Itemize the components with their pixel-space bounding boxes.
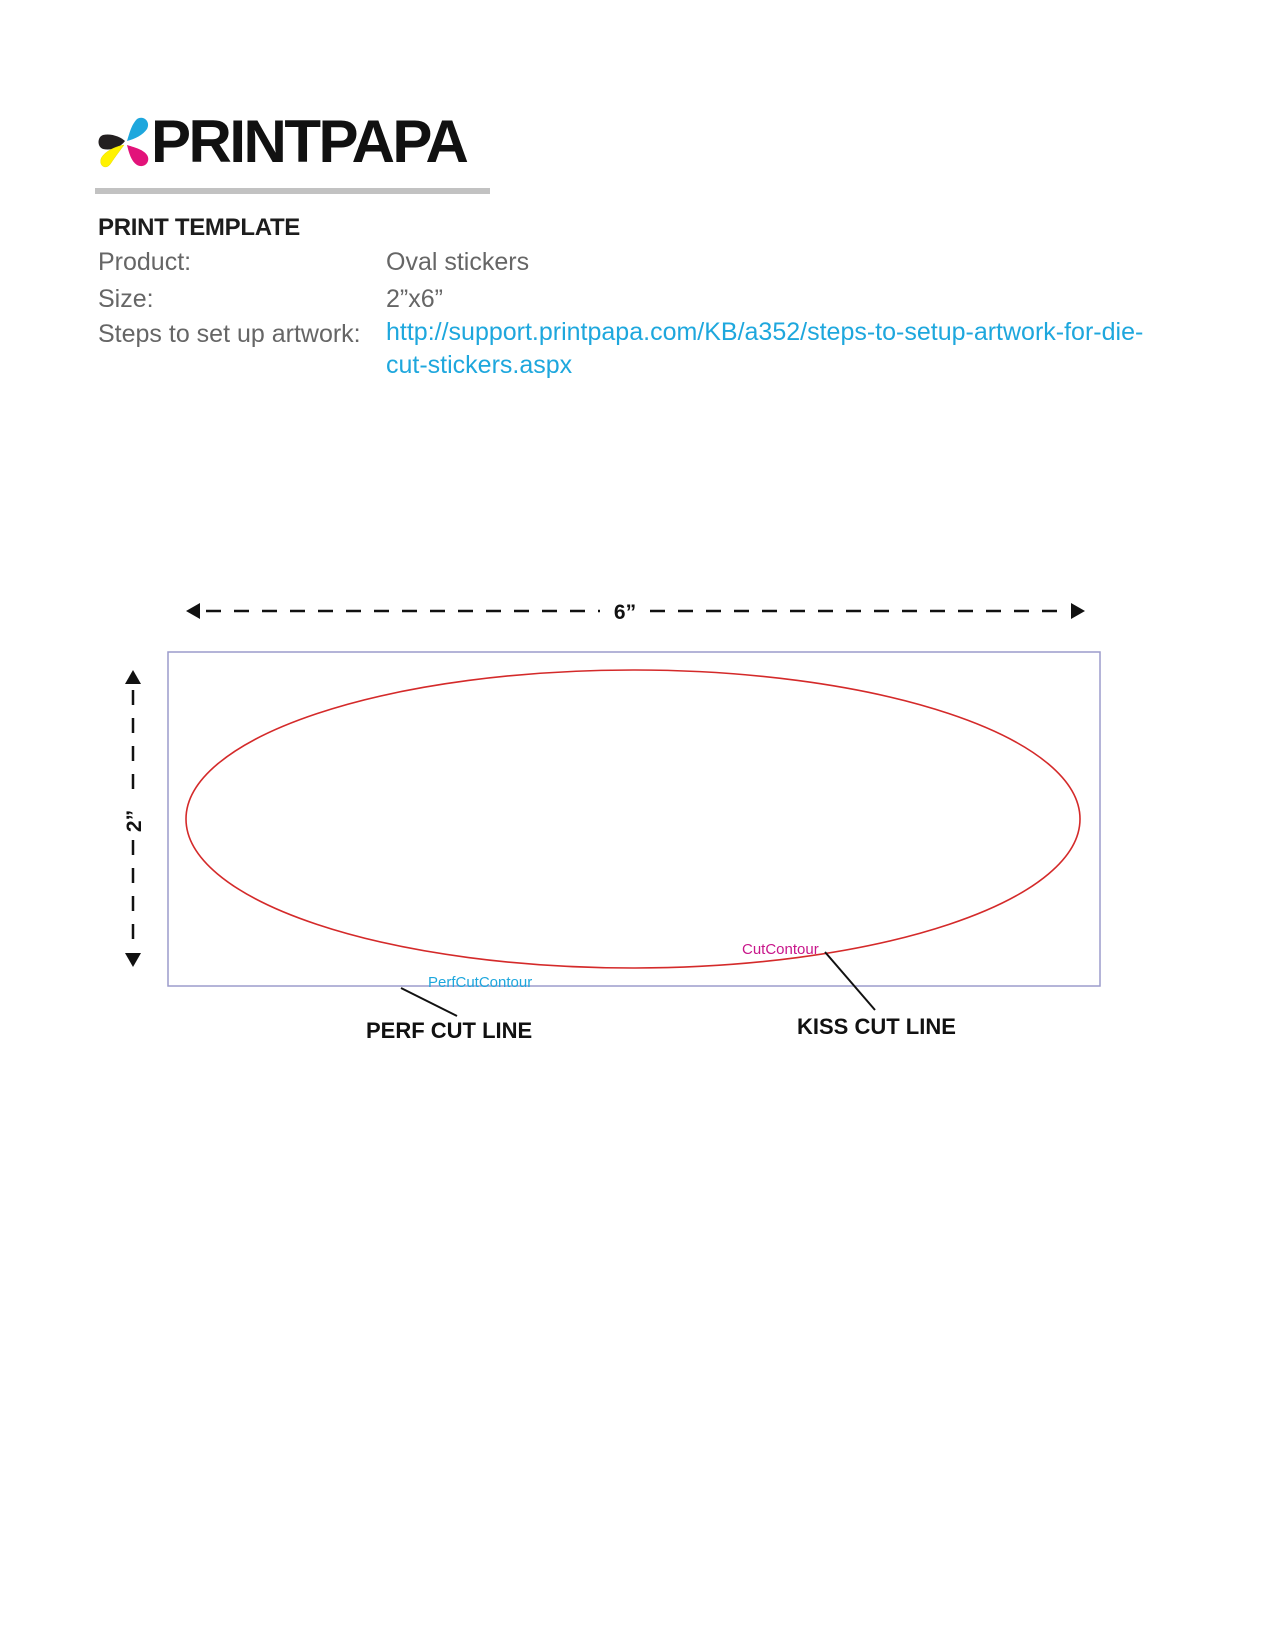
arrow-up-icon bbox=[125, 670, 141, 684]
perf-cut-line-label: PERF CUT LINE bbox=[366, 1018, 533, 1043]
perf-callout-leader bbox=[401, 988, 457, 1016]
product-value: Oval stickers bbox=[386, 248, 530, 276]
size-value: 2”x6” bbox=[386, 285, 443, 313]
product-label: Product: bbox=[98, 248, 192, 276]
perf-cut-contour-label: PerfCutContour bbox=[428, 974, 533, 991]
size-label: Size: bbox=[98, 285, 154, 313]
width-dimension bbox=[186, 601, 1085, 624]
cut-contour-oval bbox=[186, 670, 1080, 968]
perf-cut-box bbox=[168, 652, 1100, 986]
cut-contour-label: CutContour bbox=[742, 941, 819, 958]
steps-link-line-2: cut-stickers.aspx bbox=[386, 351, 573, 379]
height-dimension bbox=[123, 670, 146, 967]
page-title: PRINT TEMPLATE bbox=[98, 214, 301, 241]
brand-wordmark: PRINTPAPA bbox=[151, 108, 467, 175]
arrow-right-icon bbox=[1071, 603, 1085, 619]
kiss-callout-leader bbox=[825, 952, 875, 1010]
arrow-down-icon bbox=[125, 953, 141, 967]
arrow-left-icon bbox=[186, 603, 200, 619]
kiss-cut-line-label: KISS CUT LINE bbox=[797, 1014, 956, 1039]
steps-link-line-1: http://support.printpapa.com/KB/a352/steps-to-setup-artwork-for-die- bbox=[386, 318, 1144, 346]
width-label: 6” bbox=[613, 601, 637, 624]
steps-label: Steps to set up artwork: bbox=[98, 320, 361, 348]
height-label: 2” bbox=[123, 809, 146, 833]
